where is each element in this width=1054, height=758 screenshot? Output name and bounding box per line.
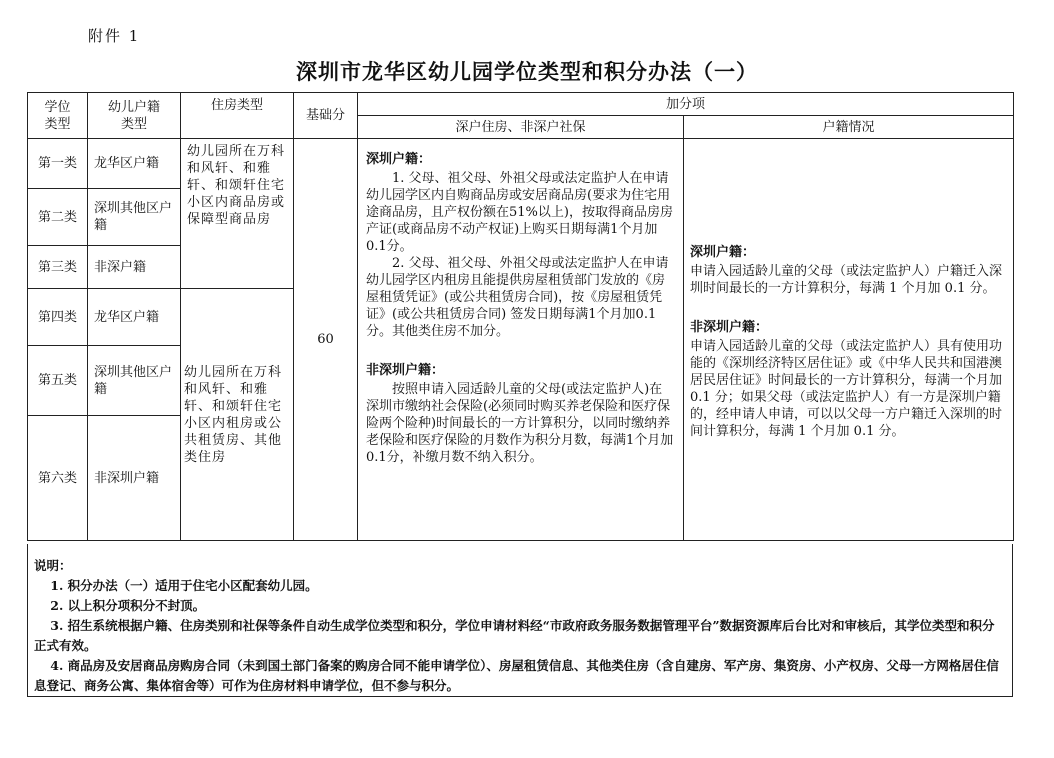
- sz-hukou-rule: 申请入园适龄儿童的父母（或法定监护人）户籍迁入深圳时间最长的一方计算积分，每满 1 个月加 0.1 分。: [690, 263, 1003, 296]
- class-cell: 第二类: [28, 189, 88, 246]
- housing-type-rental: 幼儿园所在万科和风轩、和雅轩、和颂轩住宅小区内租房或公共租赁房、其他类住房: [181, 289, 294, 541]
- sz-housing-heading: 深圳户籍：: [366, 152, 432, 167]
- header-bonus-items: 加分项: [358, 93, 1014, 116]
- header-bonus-hukou: 户籍情况: [684, 116, 1014, 139]
- nonsz-hukou-rule: 申请入园适龄儿童的父母（或法定监护人）具有使用功能的《深圳经济特区居住证》或《中华人民共和国港澳居民居住证》时间最长的一方计算积分，每满一个月加 0.1 分；如果父母（或法定监护人）有一方是深圳户籍的，经申请人申请，可以以父母一方户籍迁入深圳的时间计算积分，每满 1 个月加 0.1 分。: [690, 338, 1003, 439]
- nonsz-social-rule: 按照申请入园适龄儿童的父母(或法定监护人)在深圳市缴纳社会保险(必须同时购买养老保险和医疗保险两个险种)时间最长的一方计算积分，以同时缴纳养老保险和医疗保险的月数作为积分月数，每满1个月加0.1分，补缴月数不纳入积分。: [366, 382, 674, 465]
- hukou-cell: 非深户籍: [88, 246, 181, 289]
- class-cell: 第三类: [28, 246, 88, 289]
- points-table: [27, 92, 1014, 541]
- note-item: 2. 以上积分项积分不封顶。: [50, 598, 206, 613]
- nonsz-hukou-heading: 非深圳户籍：: [690, 319, 769, 335]
- bonus-hukou-detail: [684, 139, 1014, 541]
- hukou-cell: 深圳其他区户籍: [88, 189, 181, 246]
- header-housing-type: 住房类型: [181, 93, 294, 139]
- hukou-cell: 龙华区户籍: [88, 289, 181, 346]
- bonus-housing-detail: [358, 139, 684, 541]
- class-cell: 第六类: [28, 416, 88, 541]
- sz-housing-rule-2: 2. 父母、祖父母、外祖父母或法定监护人在申请幼儿园学区内租房且能提供房屋租赁部门发放的《房屋租赁凭证》(或公共租赁房合同)，按《房屋租赁凭证》(或公共租赁房合同) 签发日期每满1个月加0.1分。其他类住房不加分。: [366, 256, 669, 339]
- class-cell: 第四类: [28, 289, 88, 346]
- class-cell: 第五类: [28, 346, 88, 416]
- notes-heading: 说明：: [34, 558, 72, 573]
- hukou-cell: 非深圳户籍: [88, 416, 181, 541]
- base-score-value: 60: [294, 139, 358, 541]
- header-hukou-type: 幼儿户籍 类型: [88, 93, 181, 139]
- sz-housing-rule-1: 1. 父母、祖父母、外祖父母或法定监护人在申请幼儿园学区内自购商品房或安居商品房(要求为住宅用途商品房，且产权份额在51%以上)，按取得商品房房产证(或商品房不动产权证)上购买日期每满1个月加0.1分。: [366, 171, 673, 254]
- attachment-label: 附件 1: [88, 27, 141, 45]
- nonsz-social-heading: 非深圳户籍：: [366, 363, 445, 378]
- hukou-cell: 龙华区户籍: [88, 139, 181, 189]
- sz-hukou-heading: 深圳户籍：: [690, 244, 756, 260]
- header-degree-type: 学位 类型: [28, 93, 88, 139]
- note-item: 3. 招生系统根据户籍、住房类别和社保等条件自动生成学位类型和积分，学位申请材料经“市政府政务服务数据管理平台”数据资源库后台比对和审核后，其学位类型和积分正式有效。: [34, 618, 995, 653]
- housing-type-owned: 幼儿园所在万科和风轩、和雅轩、和颂轩住宅小区内商品房或保障型商品房: [181, 139, 294, 289]
- note-item: 1. 积分办法（一）适用于住宅小区配套幼儿园。: [50, 578, 318, 593]
- hukou-cell: 深圳其他区户籍: [88, 346, 181, 416]
- document-title: 深圳市龙华区幼儿园学位类型和积分办法（一）: [296, 59, 758, 84]
- header-base-score: 基础分: [294, 93, 358, 139]
- class-cell: 第一类: [28, 139, 88, 189]
- notes-section: [27, 544, 1013, 697]
- header-bonus-housing: 深户住房、非深户社保: [358, 116, 684, 139]
- note-item: 4. 商品房及安居商品房购房合同（未到国土部门备案的购房合同不能申请学位）、房屋租赁信息、其他类住房（含自建房、军产房、集资房、小产权房、父母一方网格居住信息登记、商务公寓、集体宿舍等）可作为住房材料申请学位，但不参与积分。: [34, 658, 999, 693]
